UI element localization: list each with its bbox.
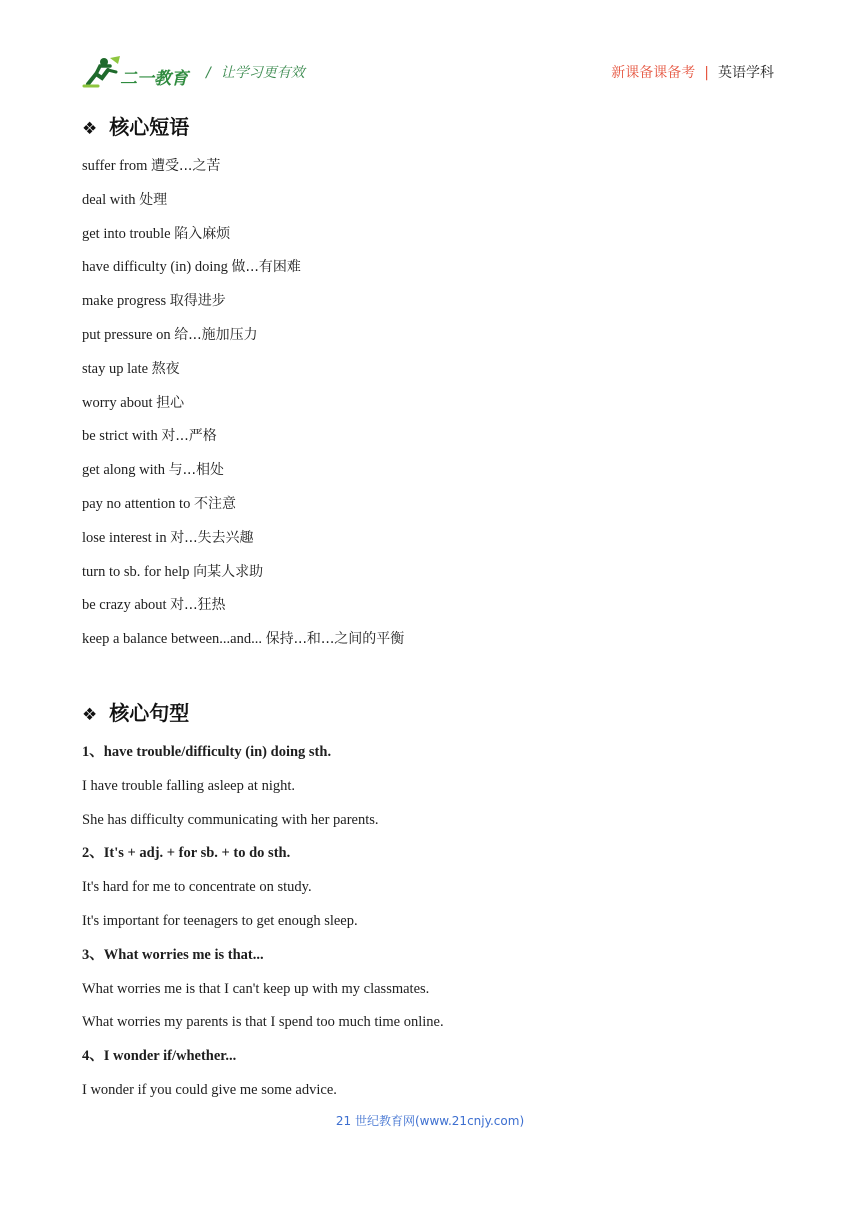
pattern-heading: 3、What worries me is that... [82, 946, 264, 963]
example-sentence: What worries my parents is that I spend too much time online. [82, 1014, 444, 1031]
header-subject: 英语学科 [718, 65, 774, 81]
phrase-english: keep a balance between...and... [82, 631, 266, 648]
slogan-text: 让学习更有效 [220, 65, 305, 81]
example-sentence: It's important for teenagers to get enough sleep. [82, 913, 358, 929]
section-title-text: 核心句型 [109, 701, 190, 725]
example-sentence: I have trouble falling asleep at night. [82, 777, 295, 794]
phrase-chinese: 与...相处 [168, 462, 224, 479]
runner-logo-icon [82, 54, 122, 90]
example-sentence: She has difficulty communicating with her parents. [82, 811, 379, 828]
phrase-english: stay up late [82, 360, 152, 377]
phrase-item [82, 156, 220, 176]
phrase-chinese: 保持...和...之间的平衡 [265, 631, 405, 648]
logo [82, 54, 194, 90]
section-title-text: 核心短语 [109, 115, 190, 139]
phrase-english: pay no attention to [82, 496, 194, 512]
header-right [611, 62, 774, 82]
phrase-english: make progress [82, 293, 170, 310]
phrase-item [82, 629, 404, 649]
phrase-chinese: 熬夜 [151, 360, 180, 377]
phrase-item [82, 426, 217, 446]
section-title-phrases [82, 113, 189, 141]
section-title-sentences [82, 699, 189, 727]
phrase-item [82, 359, 180, 379]
phrase-chinese: 向某人求助 [193, 563, 264, 580]
phrase-item [82, 257, 301, 277]
phrase-english: put pressure on [82, 327, 175, 343]
phrase-item [82, 291, 226, 311]
phrase-chinese: 对...狂热 [170, 597, 226, 614]
phrase-english: have difficulty (in) doing [82, 259, 232, 276]
phrase-item [82, 325, 258, 345]
example-sentence: I wonder if you could give me some advice. [82, 1082, 337, 1098]
phrase-item [82, 595, 226, 615]
diamond-bullet-icon: ❖ [82, 119, 98, 139]
slogan [206, 62, 305, 82]
example-sentence: What worries me is that I can't keep up with my classmates. [82, 980, 430, 997]
phrase-chinese: 处理 [139, 191, 168, 208]
header-course-label: 新课备课备考 [611, 65, 696, 81]
phrase-english: be crazy about [82, 597, 171, 614]
page-header [82, 54, 774, 90]
phrase-item [82, 190, 167, 210]
phrase-english: be strict with [82, 428, 162, 445]
phrase-english: suffer from [82, 158, 151, 174]
example-sentence: It's hard for me to concentrate on study. [82, 879, 312, 896]
phrase-item [82, 562, 263, 582]
phrase-chinese: 给...施加压力 [174, 327, 258, 343]
phrase-chinese: 对...失去兴趣 [170, 529, 254, 546]
phrase-english: worry about [82, 394, 157, 411]
phrase-english: get along with [82, 462, 169, 479]
phrase-chinese: 遭受...之苦 [151, 158, 221, 174]
pattern-heading: 2、It's + adj. + for sb. + to do sth. [82, 845, 291, 862]
phrase-english: get into trouble [82, 225, 175, 242]
pattern-heading: 1、have trouble/difficulty (in) doing sth. [82, 744, 332, 760]
page-footer[interactable]: 21 世纪教育网(www.21cnjy.com) [335, 1114, 525, 1128]
phrase-english: lose interest in [82, 529, 171, 546]
phrase-chinese: 取得进步 [169, 293, 226, 310]
phrase-item [82, 494, 236, 514]
phrase-item [82, 224, 230, 244]
phrase-chinese: 对...严格 [161, 428, 217, 445]
header-separator: | [704, 65, 709, 81]
phrase-item [82, 393, 184, 413]
phrase-chinese: 不注意 [193, 496, 236, 512]
pattern-heading: 4、I wonder if/whether... [82, 1048, 237, 1065]
phrase-english: deal with [82, 191, 140, 208]
logo-text: 二一教育 [120, 69, 188, 89]
slogan-slash: / [206, 65, 211, 81]
phrase-chinese: 做...有困难 [231, 259, 301, 276]
phrase-chinese: 担心 [156, 394, 185, 411]
phrase-chinese: 陷入麻烦 [174, 225, 231, 242]
phrase-item [82, 528, 254, 548]
phrase-item [82, 460, 224, 480]
diamond-bullet-icon: ❖ [82, 705, 98, 725]
phrase-english: turn to sb. for help [82, 563, 194, 580]
